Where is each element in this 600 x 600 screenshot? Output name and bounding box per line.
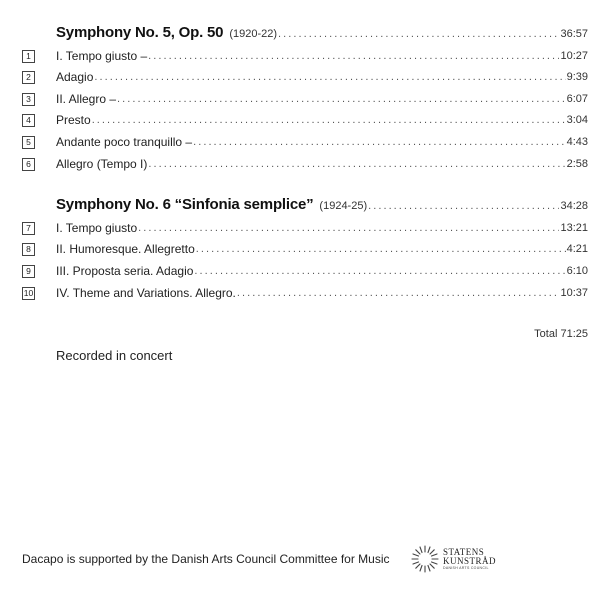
track-row bbox=[22, 220, 588, 236]
support-statement: Dacapo is supported by the Danish Arts Council Committee for Music bbox=[22, 552, 390, 566]
track-name: II. Allegro – bbox=[56, 92, 117, 106]
track-number: 6 bbox=[22, 158, 35, 171]
track-name: III. Proposta seria. Adagio bbox=[56, 264, 194, 278]
track-name: IV. Theme and Variations. Allegro. bbox=[56, 286, 236, 300]
dot-leader bbox=[94, 71, 565, 83]
dot-leader bbox=[138, 222, 559, 234]
track-duration: 4:21 bbox=[566, 243, 588, 255]
track-row bbox=[22, 241, 588, 257]
track-duration: 2:58 bbox=[566, 158, 588, 170]
track-duration: 6:07 bbox=[566, 93, 588, 105]
track-number: 7 bbox=[22, 222, 35, 235]
track-row bbox=[22, 69, 588, 85]
logo-line-statens: STATENS bbox=[443, 546, 485, 557]
track-duration: 3:04 bbox=[566, 114, 588, 126]
dot-leader bbox=[194, 265, 565, 277]
total-duration: Total 71:25 bbox=[534, 328, 588, 340]
track-duration: 4:43 bbox=[566, 136, 588, 148]
track-duration: 10:37 bbox=[560, 287, 588, 299]
work-years: (1924-25) bbox=[319, 200, 368, 212]
track-number: 1 bbox=[22, 50, 35, 63]
work-heading-symphony-6 bbox=[56, 196, 588, 213]
track-name: I. Tempo giusto – bbox=[56, 49, 148, 63]
sunburst-logo-icon bbox=[410, 544, 440, 574]
logo-line-subtitle: DANISH ARTS COUNCIL bbox=[443, 565, 489, 570]
dot-leader bbox=[92, 114, 566, 126]
dot-leader bbox=[278, 28, 559, 40]
track-number: 8 bbox=[22, 243, 35, 256]
dot-leader bbox=[117, 93, 566, 105]
track-number: 5 bbox=[22, 136, 35, 149]
work-title: Symphony No. 6 “Sinfonia semplice” bbox=[56, 196, 314, 213]
track-name: II. Humoresque. Allegretto bbox=[56, 242, 195, 256]
dot-leader bbox=[148, 50, 559, 62]
track-number: 9 bbox=[22, 265, 35, 278]
track-row bbox=[22, 285, 588, 301]
track-name: Andante poco tranquillo – bbox=[56, 135, 193, 149]
track-name: I. Tempo giusto bbox=[56, 221, 138, 235]
track-row bbox=[22, 156, 588, 172]
work-heading-symphony-5 bbox=[56, 24, 588, 41]
track-duration: 9:39 bbox=[566, 71, 588, 83]
track-number: 4 bbox=[22, 114, 35, 127]
statens-kunstrad-logo bbox=[410, 544, 496, 574]
recording-note: Recorded in concert bbox=[56, 348, 173, 363]
work-duration: 34:28 bbox=[560, 200, 588, 212]
track-name: Adagio bbox=[56, 70, 94, 84]
track-row bbox=[22, 91, 588, 107]
dot-leader bbox=[368, 200, 559, 212]
track-row bbox=[22, 112, 588, 128]
track-number: 3 bbox=[22, 93, 35, 106]
track-name: Presto bbox=[56, 113, 91, 127]
work-duration: 36:57 bbox=[560, 28, 588, 40]
work-years: (1920-22) bbox=[229, 28, 278, 40]
dot-leader bbox=[196, 243, 566, 255]
work-title: Symphony No. 5, Op. 50 bbox=[56, 24, 224, 41]
track-duration: 10:27 bbox=[560, 50, 588, 62]
track-row bbox=[22, 48, 588, 64]
track-name: Allegro (Tempo I) bbox=[56, 157, 148, 171]
dot-leader bbox=[193, 136, 565, 148]
dot-leader bbox=[237, 287, 560, 299]
track-duration: 6:10 bbox=[566, 265, 588, 277]
dot-leader bbox=[148, 158, 565, 170]
track-duration: 13:21 bbox=[560, 222, 588, 234]
logo-line-kunstrad: KUNSTRÅD bbox=[443, 555, 497, 566]
track-number: 10 bbox=[23, 287, 34, 298]
track-row bbox=[22, 263, 588, 279]
track-row bbox=[22, 134, 588, 150]
track-number: 2 bbox=[22, 71, 35, 84]
